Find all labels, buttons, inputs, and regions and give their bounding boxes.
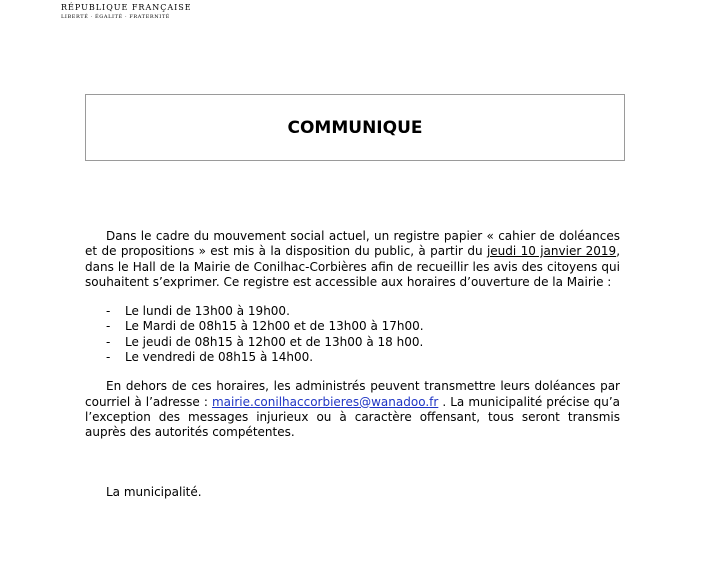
intro-emphasis: Ce registre est accessible aux horaires d’ouverture de la Mairie : <box>223 274 612 289</box>
bullet-dash: - <box>106 304 111 319</box>
bullet-dash: - <box>106 319 111 334</box>
letterhead-republique: RÉPUBLIQUE FRANÇAISE <box>61 3 192 12</box>
letterhead-motto: LIBERTÉ · ÉGALITÉ · FRATERNITÉ <box>61 14 171 20</box>
list-item <box>85 335 620 350</box>
signature: La municipalité. <box>106 484 202 499</box>
title-box <box>85 94 625 161</box>
list-item <box>85 304 620 319</box>
hours-friday: Le vendredi de 08h15 à 14h00. <box>125 350 314 365</box>
intro-text-b: , dans le Hall de la Mairie de Conilhac-Corbières afin de recueillir les avis des citoyens qui souhaitent s’exprimer. <box>85 244 621 289</box>
letterhead <box>61 3 192 21</box>
paragraph-email <box>85 379 620 440</box>
hours-tuesday: Le Mardi de 08h15 à 12h00 et de 13h00 à 17h00. <box>125 319 424 334</box>
hours-monday: Le lundi de 13h00 à 19h00. <box>125 304 290 319</box>
list-item <box>85 350 620 365</box>
email-text-b: . La municipalité précise qu’a l’exception des messages injurieux ou à caractère offensant, tous seront transmis auprès des autorités compétentes. <box>85 394 621 440</box>
document-title: COMMUNIQUE <box>287 117 423 138</box>
bullet-dash: - <box>106 350 111 365</box>
document-body <box>85 229 620 500</box>
email-link[interactable]: mairie.conilhaccorbieres@wanadoo.fr <box>211 394 439 409</box>
hours-thursday: Le jeudi de 08h15 à 12h00 et de 13h00 à 18 h00. <box>125 334 424 349</box>
bullet-dash: - <box>106 334 111 349</box>
intro-text-a: Dans le cadre du mouvement social actuel, un registre papier « cahier de doléances et de propositions » est mis à la disposition du public, à partir du <box>85 229 620 259</box>
opening-hours-list <box>85 304 620 365</box>
start-date: jeudi 10 janvier 2019 <box>486 244 617 259</box>
list-item <box>85 319 620 334</box>
paragraph-intro <box>85 229 620 290</box>
email-text-a: En dehors de ces horaires, les administrés peuvent transmettre leurs doléances par courriel à l’adresse : <box>85 379 620 409</box>
